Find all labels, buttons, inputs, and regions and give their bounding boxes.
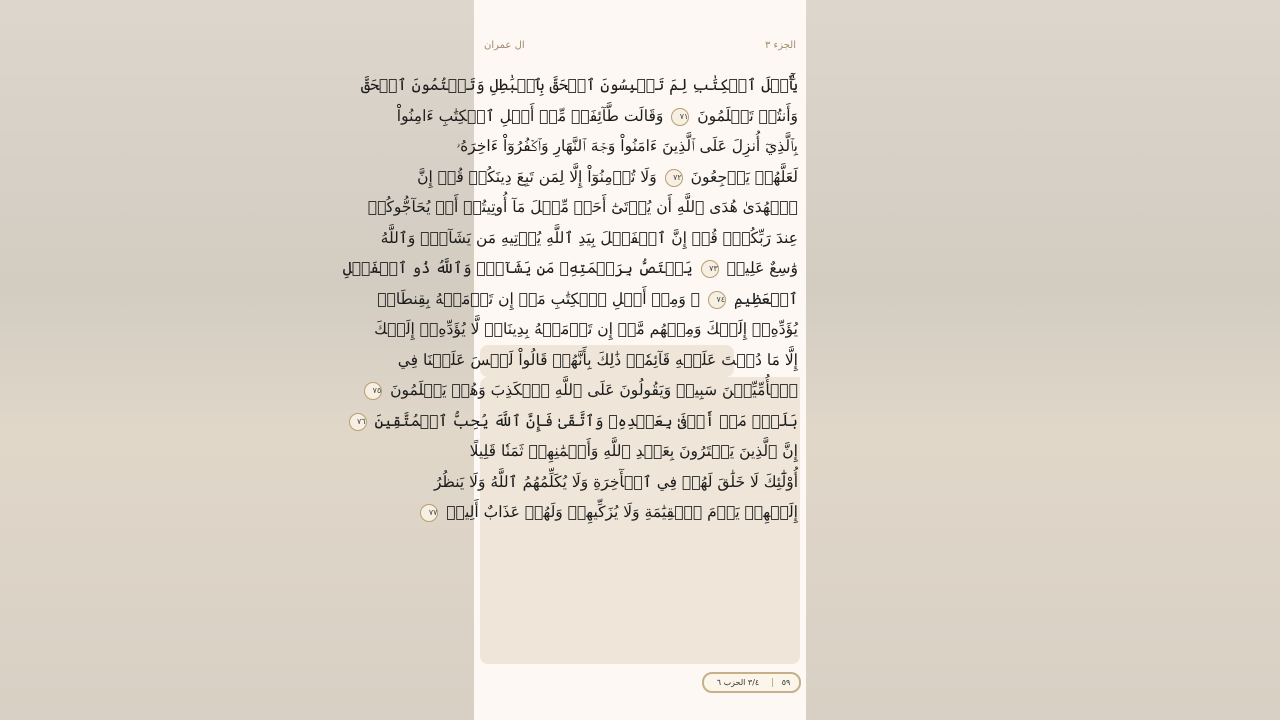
verse-text: وَٰسِعٌ عَلِيمٞ <box>726 259 798 277</box>
ayah-number-marker: ٧١ <box>671 108 689 126</box>
verse-line[interactable] <box>396 101 798 132</box>
verse-text: بِٱلَّذِيٓ أُنزِلَ عَلَى ٱلَّذِينَ ءَامَنُواْ وَجۡهَ ٱلنَّهَارِ وَٱكۡفُرُوٓاْ ءَاخِرَهُۥ <box>456 137 798 155</box>
verse-text: وَأَنتُمۡ تَعۡلَمُونَ <box>697 106 798 125</box>
ayah-number-marker: ٧٧ <box>420 504 438 522</box>
verse-line[interactable] <box>456 131 798 162</box>
verse-text: بَلَىٰۚ مَنۡ أَوۡفَىٰ بِعَهۡدِهِۦ وَٱتَّقَىٰ فَإِنَّ ٱللَّهَ يُحِبُّ ٱلۡمُتَّقِينَ <box>374 411 798 430</box>
verse-text: يَخۡتَصُّ بِرَحۡمَتِهِۦ مَن يَشَآءُۗ وَٱللَّهُ ذُو ٱلۡفَضۡلِ <box>342 259 693 277</box>
ayah-number-marker: ٧٦ <box>349 413 367 431</box>
verse-text: أُوْلَٰٓئِكَ لَا خَلَٰقَ لَهُمۡ فِي ٱلۡأٓخِرَةِ وَلَا يُكَلِّمُهُمُ ٱللَّهُ وَلَا يَنظُرُ <box>433 472 798 491</box>
page-number: ٥٩ <box>772 678 799 687</box>
verse-line[interactable] <box>342 253 798 284</box>
verse-line[interactable] <box>397 345 798 376</box>
ayah-number-marker: ٧٢ <box>665 169 683 187</box>
verse-lines <box>342 70 798 528</box>
verse-text: ٱلۡهُدَىٰ هُدَى ٱللَّهِ أَن يُؤۡتَىٰٓ أَحَدٞ مِّثۡلَ مَآ أُوتِيتُمۡ أَوۡ يُحَآجُّوكُمۡ <box>367 198 798 216</box>
verse-text: وَلَا تُؤۡمِنُوٓاْ إِلَّا لِمَن تَبِعَ دِينَكُمۡ قُلۡ إِنَّ <box>417 167 657 186</box>
verse-text: إِلَّا مَا دُمۡتَ عَلَيۡهِ قَآئِمٗاۗ ذَٰلِكَ بِأَنَّهُمۡ قَالُواْ لَيۡسَ عَلَيۡنَا فِي <box>397 350 798 369</box>
verse-line[interactable] <box>380 223 798 254</box>
verse-line[interactable] <box>428 497 798 528</box>
verse-text: ۞ وَمِنۡ أَهۡلِ ٱلۡكِتَٰبِ مَنۡ إِن تَأۡمَنۡهُ بِقِنطَارٖ <box>377 289 701 308</box>
verse-text: وَقَالَت طَّآئِفَةٞ مِّنۡ أَهۡلِ ٱلۡكِتَٰبِ ءَامِنُواْ <box>396 106 664 125</box>
verse-line[interactable] <box>374 314 798 345</box>
verse-text: يَٰٓأَهۡلَ ٱلۡكِتَٰبِ لِمَ تَلۡبِسُونَ ٱلۡحَقَّ بِٱلۡبَٰطِلِ وَتَكۡتُمُونَ ٱلۡحَقَّ <box>360 76 798 94</box>
hizb-label: ٣/٤ الحزب ٦ <box>716 678 760 687</box>
verse-text: ٱلۡعَظِيمِ <box>733 289 798 308</box>
ayah-number-marker: ٧٤ <box>708 291 726 309</box>
verse-text: ٱلۡأُمِّيِّـۧنَ سَبِيلٞ وَيَقُولُونَ عَلَى ٱللَّهِ ٱلۡكَذِبَ وَهُمۡ يَعۡلَمُونَ <box>390 381 798 399</box>
verse-text: يُؤَدِّهِۦٓ إِلَيۡكَ وَمِنۡهُم مَّنۡ إِن تَأۡمَنۡهُ بِدِينَارٖ لَّا يُؤَدِّهِۦٓ إِلَيۡكَ <box>374 320 798 338</box>
verse-line[interactable] <box>433 467 798 498</box>
verse-line[interactable] <box>367 192 798 223</box>
blurred-background-right <box>806 0 1280 720</box>
verse-text: لَعَلَّهُمۡ يَرۡجِعُونَ <box>690 167 798 186</box>
ayah-number-marker: ٧٣ <box>701 260 719 278</box>
ayah-number-marker: ٧٥ <box>364 382 382 400</box>
quran-page[interactable] <box>342 0 806 720</box>
verse-line[interactable] <box>417 162 798 193</box>
verse-line[interactable] <box>377 284 798 315</box>
verse-text: إِنَّ ٱلَّذِينَ يَشۡتَرُونَ بِعَهۡدِ ٱللَّهِ وَأَيۡمَٰنِهِمۡ ثَمَنٗا قَلِيلًا <box>469 442 798 460</box>
verse-text: عِندَ رَبِّكُمۡۗ قُلۡ إِنَّ ٱلۡفَضۡلَ بِيَدِ ٱللَّهِ يُؤۡتِيهِ مَن يَشَآءُۗ وَٱللَّهُ <box>380 228 798 247</box>
verse-text: إِلَيۡهِمۡ يَوۡمَ ٱلۡقِيَٰمَةِ وَلَا يُزَكِّيهِمۡ وَلَهُمۡ عَذَابٌ أَلِيمٞ <box>446 503 798 521</box>
verse-line[interactable] <box>469 436 798 467</box>
verse-line[interactable] <box>356 406 798 437</box>
page-footer <box>702 672 801 693</box>
verse-line[interactable] <box>360 70 798 101</box>
verse-line[interactable] <box>372 375 798 406</box>
juz-label: الجزء ٣ <box>764 40 796 51</box>
page-header <box>484 40 796 56</box>
surah-name: ال عمران <box>484 40 525 51</box>
